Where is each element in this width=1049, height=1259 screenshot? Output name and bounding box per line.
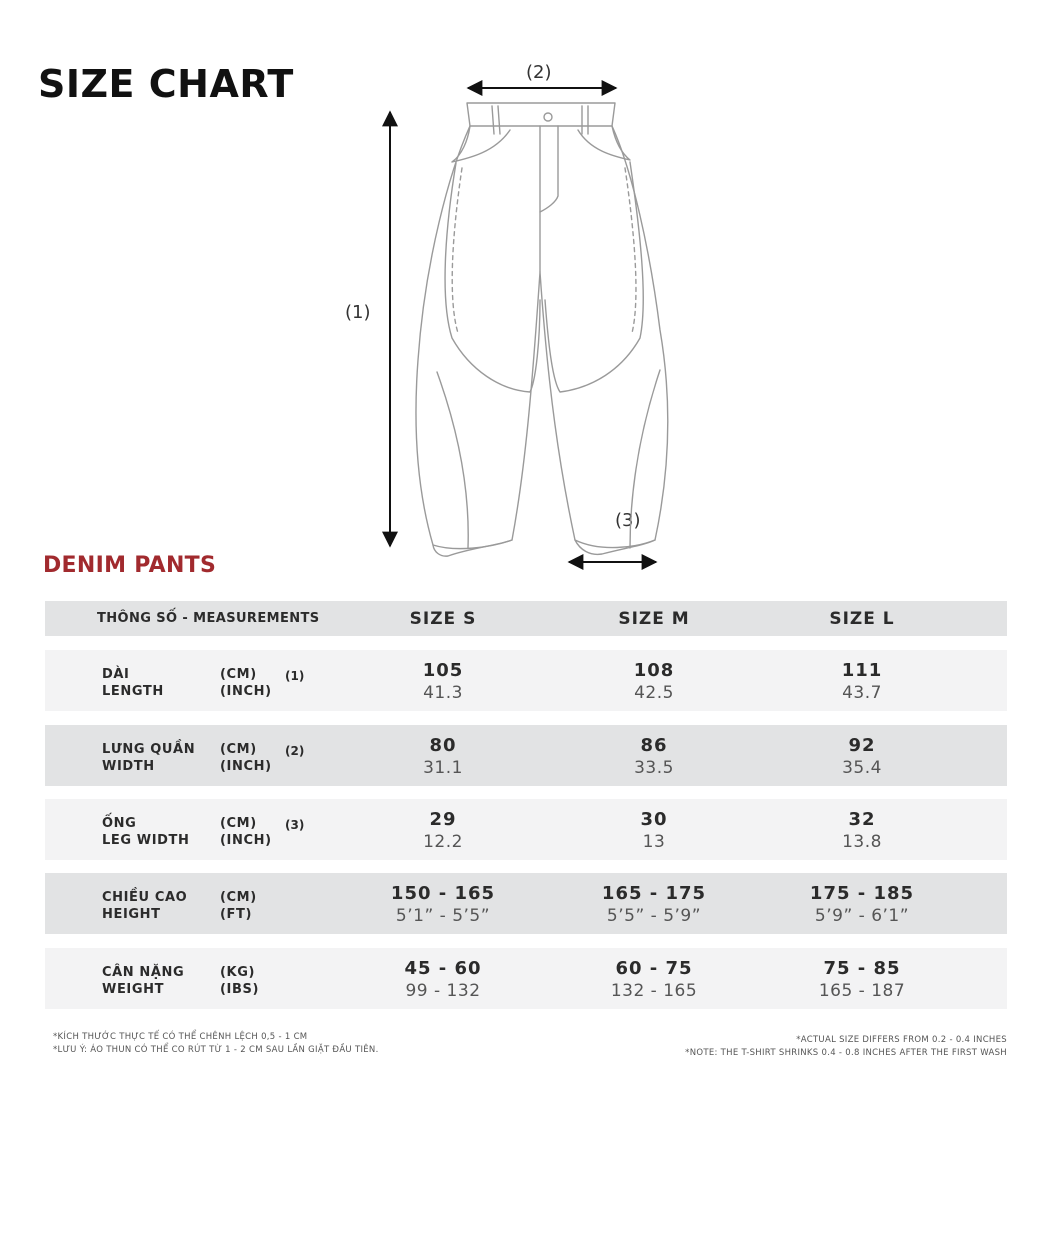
row-name-vi: CÂN NẶNG xyxy=(102,965,185,980)
measurements-header: THÔNG SỐ - MEASUREMENTS xyxy=(97,611,320,626)
value-size-m: 30 13 xyxy=(640,809,668,852)
value-size-s: 45 - 60 99 - 132 xyxy=(404,958,482,1001)
length-label: (1) xyxy=(345,302,371,323)
size-l-header: SIZE L xyxy=(829,609,895,629)
unit-primary: (CM) xyxy=(220,816,257,831)
page-title: SIZE CHART xyxy=(38,62,294,106)
value-size-m: 108 42.5 xyxy=(633,660,675,703)
row-name-vi: DÀI xyxy=(102,667,130,682)
table-header xyxy=(45,601,1007,636)
row-name-vi: LƯNG QUẦN xyxy=(102,742,196,757)
pants-diagram xyxy=(300,50,730,580)
leg-label: (3) xyxy=(615,510,641,531)
row-name-en: WEIGHT xyxy=(102,982,165,997)
unit-secondary: (INCH) xyxy=(220,684,272,699)
note-en-2: *NOTE: THE T-SHIRT SHRINKS 0.4 - 0.8 INCHES AFTER THE FIRST WASH xyxy=(685,1048,1007,1058)
unit-secondary: (INCH) xyxy=(220,833,272,848)
row-name xyxy=(102,964,184,998)
note-en-1: *ACTUAL SIZE DIFFERS FROM 0.2 - 0.4 INCHES xyxy=(796,1035,1007,1045)
value-size-s: 150 - 165 5’1” - 5’5” xyxy=(390,883,496,926)
value-size-l: 32 13.8 xyxy=(842,809,882,852)
note-vi-2: *LƯU Ý: ÁO THUN CÓ THỂ CO RÚT TỪ 1 - 2 CM SAU LẦN GIẶT ĐẦU TIÊN. xyxy=(53,1045,379,1055)
table-row-leg-width xyxy=(45,799,1007,860)
row-name-en: HEIGHT xyxy=(102,907,161,922)
row-units xyxy=(220,815,272,849)
note-vi-1: *KÍCH THƯỚC THỰC TẾ CÓ THỂ CHÊNH LỆCH 0,5 - 1 CM xyxy=(53,1032,308,1042)
unit-secondary: (INCH) xyxy=(220,759,272,774)
table-row-width xyxy=(45,725,1007,786)
size-m-header: SIZE M xyxy=(618,609,690,629)
row-name xyxy=(102,666,164,700)
value-size-m: 86 33.5 xyxy=(634,735,674,778)
row-name xyxy=(102,741,195,775)
row-name-en: WIDTH xyxy=(102,759,155,774)
value-size-s: 80 31.1 xyxy=(423,735,463,778)
unit-primary: (CM) xyxy=(220,890,257,905)
value-size-m: 60 - 75 132 - 165 xyxy=(610,958,698,1001)
product-name: DENIM PANTS xyxy=(43,553,217,578)
value-size-s: 105 41.3 xyxy=(422,660,464,703)
unit-primary: (CM) xyxy=(220,742,257,757)
table-row-length xyxy=(45,650,1007,711)
row-name-en: LEG WIDTH xyxy=(102,833,190,848)
row-units xyxy=(220,741,272,775)
row-name-vi: CHIỀU CAO xyxy=(102,890,188,905)
size-table xyxy=(45,601,1007,1001)
row-units xyxy=(220,889,257,923)
value-size-l: 111 43.7 xyxy=(841,660,883,703)
value-size-l: 75 - 85 165 - 187 xyxy=(818,958,906,1001)
table-row-height xyxy=(45,873,1007,934)
value-size-s: 29 12.2 xyxy=(423,809,463,852)
row-ref: (2) xyxy=(285,744,305,758)
row-name-vi: ỐNG xyxy=(102,816,137,831)
row-units xyxy=(220,666,272,700)
value-size-l: 92 35.4 xyxy=(842,735,882,778)
value-size-m: 165 - 175 5’5” - 5’9” xyxy=(601,883,707,926)
unit-secondary: (FT) xyxy=(220,907,253,922)
size-s-header: SIZE S xyxy=(409,609,477,629)
waist-label: (2) xyxy=(526,62,552,83)
unit-secondary: (IBS) xyxy=(220,982,259,997)
row-name xyxy=(102,889,187,923)
row-ref: (3) xyxy=(285,818,305,832)
value-size-l: 175 - 185 5’9” - 6’1” xyxy=(809,883,915,926)
row-ref: (1) xyxy=(285,669,305,683)
row-name-en: LENGTH xyxy=(102,684,164,699)
row-name xyxy=(102,815,189,849)
row-units xyxy=(220,964,259,998)
table-row-weight xyxy=(45,948,1007,1009)
unit-primary: (KG) xyxy=(220,965,256,980)
unit-primary: (CM) xyxy=(220,667,257,682)
pants-outline xyxy=(416,103,668,556)
